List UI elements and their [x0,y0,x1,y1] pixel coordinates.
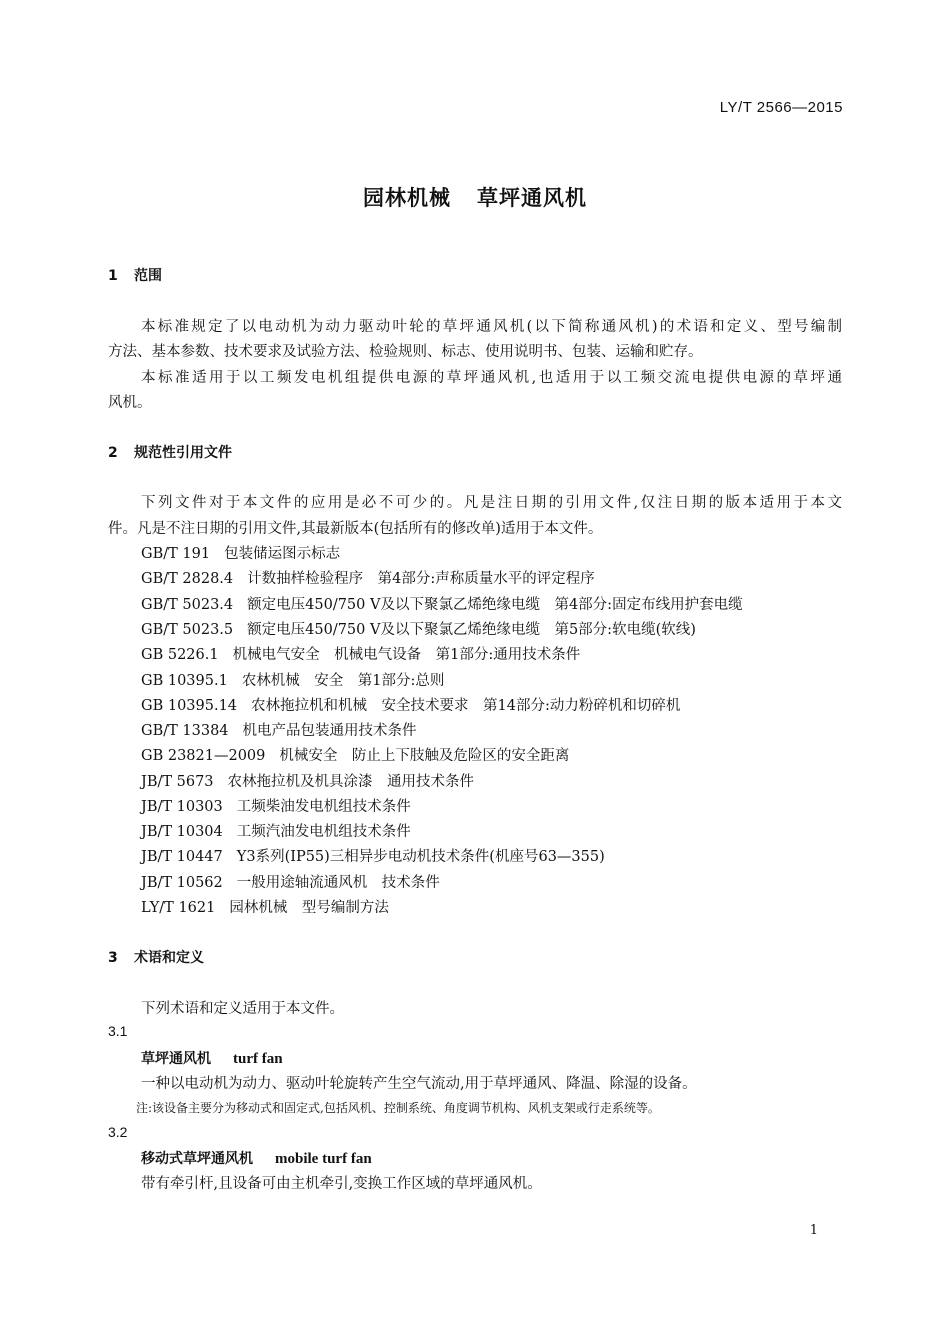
reference-item: GB/T 13384 机电产品包装通用技术条件 [141,723,417,739]
reference-item: JB/T 10303 工频柴油发电机组技术条件 [141,799,411,815]
page-title [0,182,950,212]
term-definition: 带有牵引杆,且设备可由主机牵引,变换工作区域的草坪通风机。 [141,1176,542,1192]
reference-item: GB/T 191 包装储运图示标志 [141,546,341,562]
section-3-heading: 3 术语和定义 [108,950,204,966]
section-1-para-1-line-1: 本标准规定了以电动机为动力驱动叶轮的草坪通风机(以下简称通风机)的术语和定义、型号编制 [141,319,842,335]
term-number: 3.1 [108,1023,128,1039]
term-en: mobile turf fan [275,1151,372,1167]
page-number: 1 [809,1223,818,1238]
reference-item: JB/T 10447 Y3系列(IP55)三相异步电动机技术条件(机座号63—355) [141,849,605,865]
reference-item: GB 10395.1 农林机械 安全 第1部分:总则 [141,673,445,689]
reference-item: GB 5226.1 机械电气安全 机械电气设备 第1部分:通用技术条件 [141,647,581,663]
title-part-1: 园林机械 [363,186,451,210]
title-part-2: 草坪通风机 [477,186,587,210]
term-en: turf fan [233,1051,283,1067]
section-1-para-2-line-1: 本标准适用于以工频发电机组提供电源的草坪通风机,也适用于以工频交流电提供电源的草坪通 [141,370,842,386]
reference-item: GB/T 2828.4 计数抽样检验程序 第4部分:声称质量水平的评定程序 [141,571,595,587]
term-cn: 移动式草坪通风机 [141,1151,253,1167]
reference-item: JB/T 10304 工频汽油发电机组技术条件 [141,824,411,840]
term-definition: 一种以电动机为动力、驱动叶轮旋转产生空气流动,用于草坪通风、降温、除湿的设备。 [141,1076,697,1092]
section-1-heading: 1 范围 [108,268,162,284]
reference-item: GB/T 5023.4 额定电压450/750 V及以下聚氯乙烯绝缘电缆 第4部分:固定布线用护套电缆 [141,597,743,613]
section-1-para-1-line-2: 方法、基本参数、技术要求及试验方法、检验规则、标志、使用说明书、包装、运输和贮存。 [108,344,703,360]
reference-item: GB/T 5023.5 额定电压450/750 V及以下聚氯乙烯绝缘电缆 第5部分:软电缆(软线) [141,622,696,638]
reference-item: LY/T 1621 园林机械 型号编制方法 [141,900,389,916]
section-2-heading: 2 规范性引用文件 [108,445,232,461]
reference-item: JB/T 10562 一般用途轴流通风机 技术条件 [141,875,440,891]
term-note: 注:该设备主要分为移动式和固定式,包括风机、控制系统、角度调节机构、风机支架或行走系统等。 [136,1101,660,1115]
reference-item: GB 23821—2009 机械安全 防止上下肢触及危险区的安全距离 [141,748,570,764]
term-cn: 草坪通风机 [141,1051,211,1067]
term-number: 3.2 [108,1124,128,1140]
term-heading [141,1148,372,1168]
section-2-intro-line-1: 下列文件对于本文件的应用是必不可少的。凡是注日期的引用文件,仅注日期的版本适用于本文 [141,495,842,511]
document-code: LY/T 2566—2015 [719,99,843,116]
section-2-intro-line-2: 件。凡是不注日期的引用文件,其最新版本(包括所有的修改单)适用于本文件。 [108,521,603,537]
term-heading [141,1048,283,1068]
section-3-intro: 下列术语和定义适用于本文件。 [141,1001,344,1017]
section-1-para-2-line-2: 风机。 [108,395,152,411]
reference-item: JB/T 5673 农林拖拉机及机具涂漆 通用技术条件 [141,774,475,790]
reference-item: GB 10395.14 农林拖拉机和机械 安全技术要求 第14部分:动力粉碎机和切碎机 [141,698,681,714]
